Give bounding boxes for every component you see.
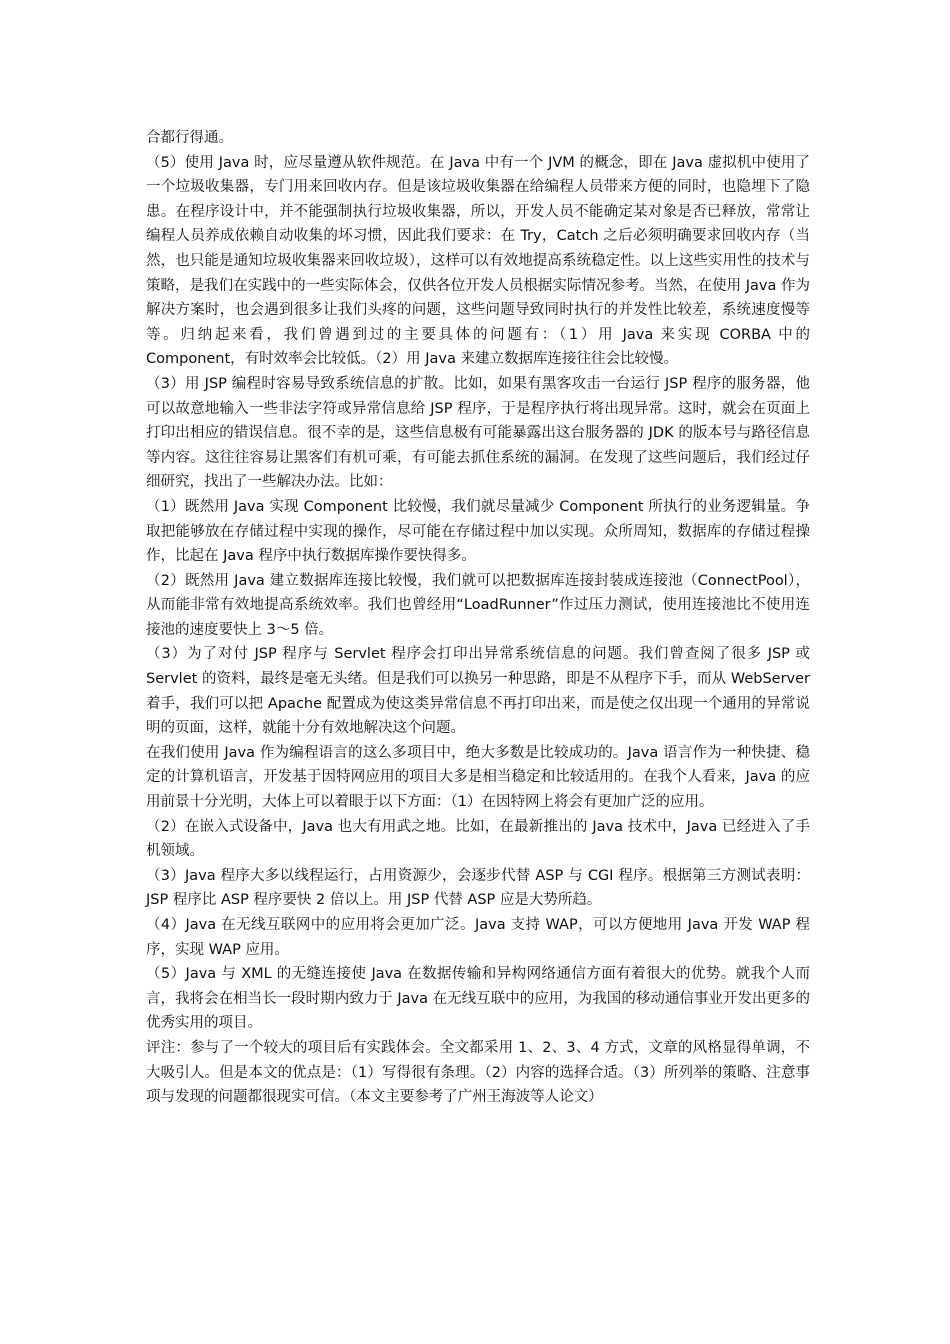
paragraph: 评注：参与了一个较大的项目后有实践体会。全文都采用 1、2、3、4 方式，文章的风格显得单调，不大吸引人。但是本文的优点是：（1）写得很有条理。（2）内容的选择合适。（3）所列举的策略、注意事项与发现的问题都很现实可信。（本文主要参考了广州王海波等人论文） <box>146 1039 810 1106</box>
paragraph: （3）Java 程序大多以线程运行，占用资源少，会逐步代替 ASP 与 CGI 程序。根据第三方测试表明：JSP 程序比 ASP 程序要快 2 倍以上。用 JSP 代替 ASP 应是大势所趋。 <box>146 867 810 909</box>
document-body <box>146 126 810 1110</box>
paragraph: （4）Java 在无线互联网中的应用将会更加广泛。Java 支持 WAP，可以方便地用 Java 开发 WAP 程序，实现 WAP 应用。 <box>146 917 810 958</box>
paragraph: （1）既然用 Java 实现 Component 比较慢，我们就尽量减少 Component 所执行的业务逻辑量。争取把能够放在存储过程中实现的操作，尽可能在存储过程中加以实现。众所周知，数据库的存储过程操作，比起在 Java 程序中执行数据库操作要快得多。 <box>146 498 810 565</box>
paragraph: （2）在嵌入式设备中，Java 也大有用武之地。比如，在最新推出的 Java 技术中，Java 已经进入了手机领域。 <box>146 818 810 860</box>
paragraph: 合都行得通。 <box>146 130 233 146</box>
paragraph: 在我们使用 Java 作为编程语言的这么多项目中，绝大多数是比较成功的。Java 语言作为一种快捷、稳定的计算机语言，开发基于因特网应用的项目大多是相当稳定和比较适用的。在我个人看来，Java 的应用前景十分光明，大体上可以着眼于以下方面：（1）在因特网上将会有更加广泛的应用。 <box>146 744 810 811</box>
paragraph: （3）为了对付 JSP 程序与 Servlet 程序会打印出异常系统信息的问题。我们曾查阅了很多 JSP 或 Servlet 的资料，最终是毫无头绪。但是我们可以换另一种思路，即是不从程序下手，而从 WebServer 着手，我们可以把 Apache 配置成为使这类异常信息不再打印出来，而是使之仅出现一个通用的异常说明的页面，这样，就能十分有效地解决这个问题。 <box>146 646 810 737</box>
paragraph: （5）使用 Java 时，应尽量遵从软件规范。在 Java 中有一个 JVM 的概念，即在 Java 虚拟机中使用了一个垃圾收集器，专门用来回收内存。但是该垃圾收集器在给编程人员带来方便的同时，也隐埋下了隐患。在程序设计中，并不能强制执行垃圾收集器，所以，开发人员不能确定某对象是否已释放，常常让编程人员养成依赖自动收集的坏习惯，因此我们要求：在 Try，Catch 之后必须明确要求回收内存（当然，也只能是通知垃圾收集器来回收垃圾），这样可以有效地提高系统稳定性。以上这些实用性的技术与策略，是我们在实践中的一些实际体会，仅供各位开发人员根据实际情况参考。当然，在使用 Java 作为解决方案时，也会遇到很多让我们头疼的问题，这些问题导致同时执行的并发性比较差，系统速度慢等等。归纳起来看，我们曾遇到过的主要具体的问题有：（1）用 Java 来实现 CORBA 中的 Component，有时效率会比较低。（2）用 Java 来建立数据库连接往往会比较慢。 <box>146 154 810 368</box>
paragraph: （2）既然用 Java 建立数据库连接比较慢，我们就可以把数据库连接封装成连接池（ConnectPool），从而能非常有效地提高系统效率。我们也曾经用“LoadRunner”作过压力测试，使用连接池比不使用连接池的速度要快上 3～5 倍。 <box>146 572 810 638</box>
paragraph: （5）Java 与 XML 的无缝连接使 Java 在数据传输和异构网络通信方面有着很大的优势。就我个人而言，我将会在相当长一段时期内致力于 Java 在无线互联中的应用，为我国的移动通信事业开发出更多的优秀实用的项目。 <box>146 966 810 1032</box>
paragraph: （3）用 JSP 编程时容易导致系统信息的扩散。比如，如果有黑客攻击一台运行 JSP 程序的服务器，他可以故意地输入一些非法字符或异常信息给 JSP 程序，于是程序执行将出现异常。这时，就会在页面上打印出相应的错误信息。很不幸的是，这些信息极有可能暴露出这台服务器的 JDK 的版本号与路径信息等内容。这往往容易让黑客们有机可乘，有可能去抓住系统的漏洞。在发现了这些问题后，我们经过仔细研究，找出了一些解决办法。比如： <box>146 375 810 491</box>
